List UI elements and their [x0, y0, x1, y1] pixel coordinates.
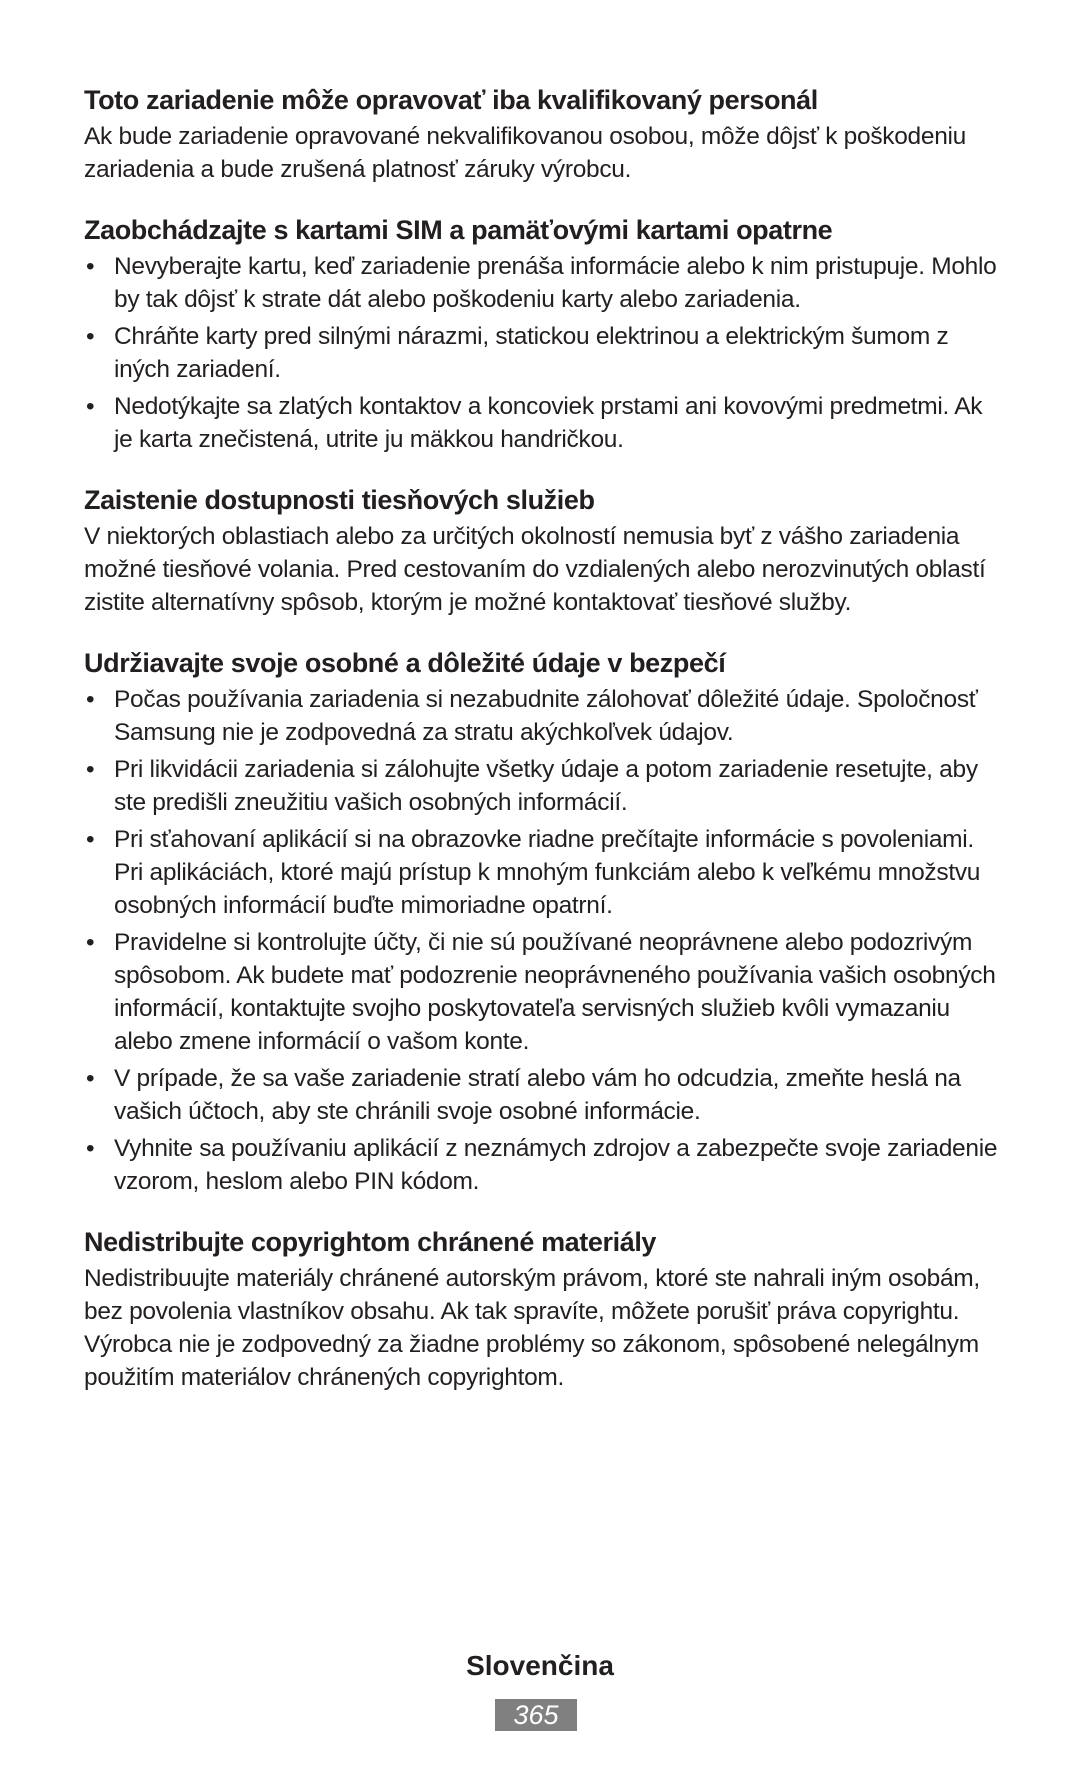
list-item: [84, 1132, 1000, 1198]
section-copyright: [84, 1222, 1000, 1394]
bullet-icon: •: [86, 1135, 95, 1162]
document-body: [84, 80, 1000, 1418]
list-item-text: Pri sťahovaní aplikácií si na obrazovke riadne prečítajte informácie s povoleniami. Pri aplikáciách, ktoré majú prístup k mnohým funkciám alebo k veľkému množstvu osobných informácií buďte mimoriadne opatrní.: [114, 826, 981, 919]
list-item-text: Pri likvidácii zariadenia si zálohujte všetky údaje a potom zariadenie resetujte, aby ste predišli zneužitiu vašich osobných informácií.: [114, 756, 978, 816]
list-item: [84, 926, 1000, 1058]
bullet-list: [84, 683, 1000, 1198]
section-paragraph: Ak bude zariadenie opravované nekvalifikovanou osobou, môže dôjsť k poškodeniu zariadenia a bude zrušená platnosť záruky výrobcu.: [84, 123, 966, 183]
list-item-text: Nevyberajte kartu, keď zariadenie prenáša informácie alebo k nim pristupuje. Mohlo by tak dôjsť k strate dát alebo poškodeniu karty alebo zariadenia.: [114, 253, 997, 313]
list-item-text: V prípade, že sa vaše zariadenie stratí alebo vám ho odcudzia, zmeňte heslá na vašich účtoch, aby ste chránili svoje osobné informácie.: [114, 1065, 961, 1125]
list-item: [84, 683, 1000, 749]
bullet-icon: •: [86, 393, 95, 420]
bullet-icon: •: [86, 929, 95, 956]
list-item-text: Vyhnite sa používaniu aplikácií z neznámych zdrojov a zabezpečte svoje zariadenie vzorom, heslom alebo PIN kódom.: [114, 1135, 998, 1195]
list-item-text: Nedotýkajte sa zlatých kontaktov a koncoviek prstami ani kovovými predmetmi. Ak je karta znečistená, utrite ju mäkkou handričkou.: [114, 393, 983, 453]
bullet-icon: •: [86, 1065, 95, 1092]
list-item: [84, 320, 1000, 386]
bullet-icon: •: [86, 826, 95, 853]
section-heading: Toto zariadenie môže opravovať iba kvalifikovaný personál: [84, 85, 818, 115]
bullet-icon: •: [86, 253, 95, 280]
section-personal-data: [84, 643, 1000, 1198]
list-item-text: Počas používania zariadenia si nezabudnite zálohovať dôležité údaje. Spoločnosť Samsung nie je zodpovedná za stratu akýchkoľvek údajov.: [114, 686, 978, 746]
bullet-icon: •: [86, 756, 95, 783]
section-heading: Udržiavajte svoje osobné a dôležité údaje v bezpečí: [84, 648, 726, 678]
list-item: [84, 823, 1000, 922]
list-item: [84, 753, 1000, 819]
section-heading: Zaobchádzajte s kartami SIM a pamäťovými kartami opatrne: [84, 215, 833, 245]
page-number: 365: [495, 1699, 577, 1731]
section-heading: Nedistribujte copyrightom chránené materiály: [84, 1227, 657, 1257]
section-paragraph: V niektorých oblastiach alebo za určitých okolností nemusia byť z vášho zariadenia možné tiesňové volania. Pred cestovaním do vzdialených alebo nerozvinutých oblastí zistite alternatívny spôsob, ktorým je možné kontaktovať tiesňové služby.: [84, 523, 986, 616]
section-paragraph: Nedistribuujte materiály chránené autorským právom, ktoré ste nahrali iným osobám, bez povolenia vlastníkov obsahu. Ak tak spravíte, môžete porušiť práva copyrightu. Výrobca nie je zodpovedný za žiadne problémy so zákonom, spôsobené nelegálnym použitím materiálov chránených copyrightom.: [84, 1265, 980, 1391]
bullet-list: [84, 250, 1000, 456]
list-item: [84, 1062, 1000, 1128]
bullet-icon: •: [86, 323, 95, 350]
bullet-icon: •: [86, 686, 95, 713]
section-heading: Zaistenie dostupnosti tiesňových služieb: [84, 485, 595, 515]
list-item-text: Chráňte karty pred silnými nárazmi, statickou elektrinou a elektrickým šumom z iných zariadení.: [114, 323, 949, 383]
list-item: [84, 250, 1000, 316]
section-emergency: [84, 480, 1000, 619]
footer-language: Slovenčina: [466, 1650, 614, 1681]
list-item-text: Pravidelne si kontrolujte účty, či nie sú používané neoprávnene alebo podozrivým spôsobom. Ak budete mať podozrenie neoprávneného používania vašich osobných informácií, kontaktujte svojho poskytovateľa servisných služieb kvôli vymazaniu alebo zmene informácií o vašom konte.: [114, 929, 996, 1055]
section-repair: [84, 80, 1000, 186]
section-sim-cards: [84, 210, 1000, 456]
list-item: [84, 390, 1000, 456]
